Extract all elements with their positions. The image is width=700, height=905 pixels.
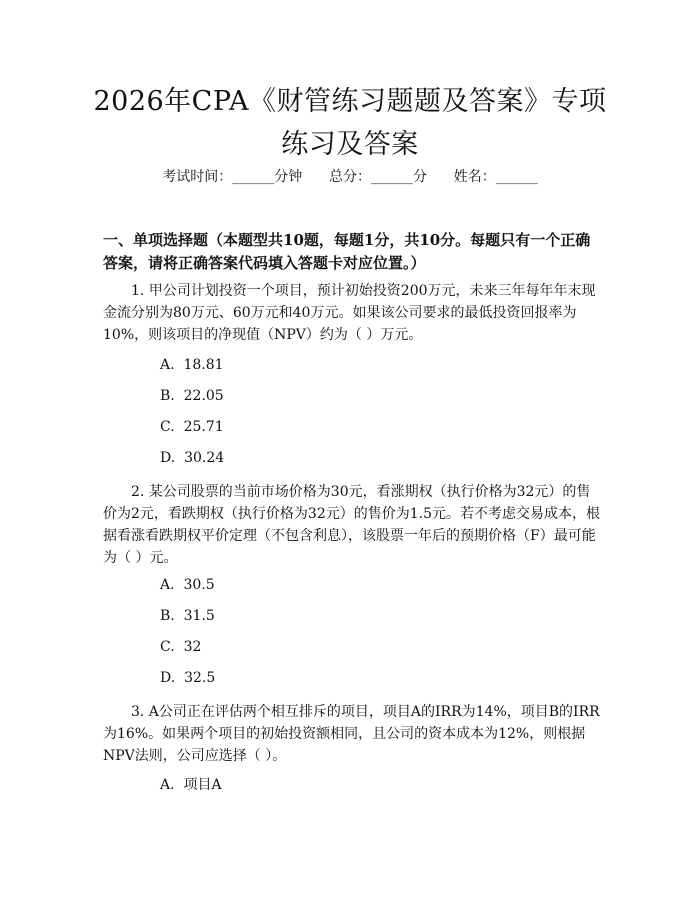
question-1-option-b: B. 22.05 xyxy=(160,388,224,404)
question-3: 3. A公司正在评估两个相互排斥的项目，项目A的IRR为14%，项目B的IRR为16%。如果两个项目的初始投资额相同，且公司的资本成本为12%，则根据NPV法则，公司应选择（ ）。 xyxy=(103,704,600,764)
question-1-option-c: C. 25.71 xyxy=(160,419,224,435)
question-2: 2. 某公司股票的当前市场价格为30元，看涨期权（执行价格为32元）的售价为2元，看跌期权（执行价格为32元）的售价为1.5元。若不考虑交易成本，根据看涨看跌期权平价定理（不包含利息），该股票一年后的预期价格（F）最可能为（ ）元。 xyxy=(103,484,600,566)
question-2-option-a: A. 30.5 xyxy=(160,577,215,593)
question-2-option-c: C. 32 xyxy=(160,639,202,655)
question-2-option-b: B. 31.5 xyxy=(160,608,215,624)
question-3-option-a: A. 项目A xyxy=(160,777,222,793)
exam-info-line: 考试时间：______分钟 总分：______分 姓名：______ xyxy=(162,169,538,185)
question-2-option-d: D. 32.5 xyxy=(160,670,216,686)
section-heading: 一、单项选择题（本题型共10题，每题1分，共10分。每题只有一个正确答案，请将正确答案代码填入答题卡对应位置。） xyxy=(103,231,591,272)
question-1-option-a: A. 18.81 xyxy=(160,357,224,373)
question-1: 1. 甲公司计划投资一个项目，预计初始投资200万元，未来三年每年年末现金流分别为80万元、60万元和40万元。如果该公司要求的最低投资回报率为10%，则该项目的净现值（NPV）约为（ ）万元。 xyxy=(103,283,596,343)
document-title: 2026年CPA《财管练习题题及答案》专项练习及答案 xyxy=(93,86,607,160)
question-1-option-d: D. 30.24 xyxy=(160,450,225,466)
